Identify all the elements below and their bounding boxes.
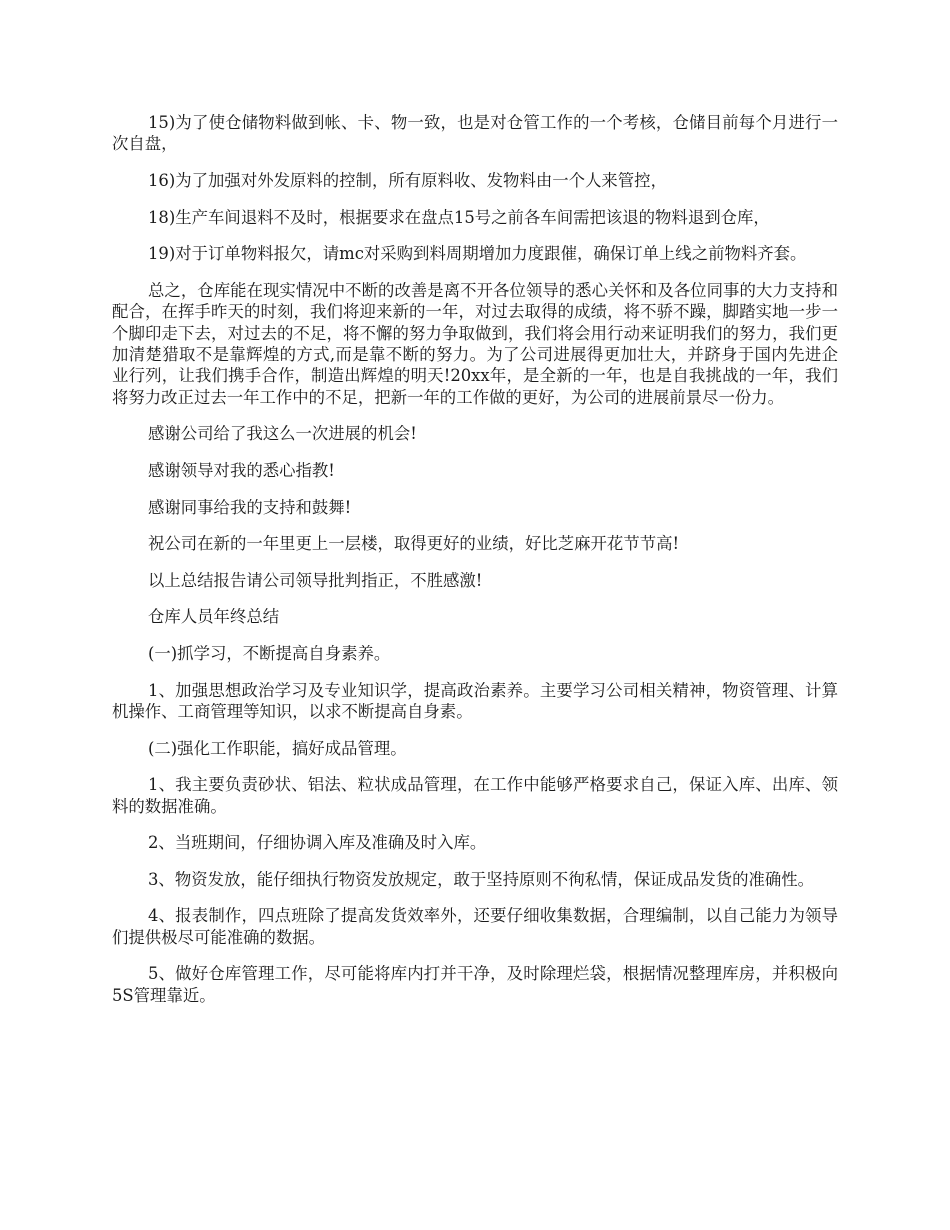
paragraph-duty-item-2: 2、当班期间，仔细协调入库及准确及时入库。 [148, 833, 487, 853]
paragraph-duty-item-1: 1、我主要负责砂状、铝法、粒状成品管理，在工作中能够严格要求自己，保证入库、出库、领料的数据准确。 [112, 775, 838, 816]
paragraph-duty-item-4: 4、报表制作，四点班除了提高发货效率外，还要仔细收集数据，合理编制，以自己能力为领导们提供极尽可能准确的数据。 [112, 906, 838, 947]
paragraph-thanks-leaders: 感谢领导对我的悉心指教! [148, 461, 335, 480]
document-page [112, 112, 838, 1021]
paragraph-conclusion: 总之，仓库能在现实情况中不断的改善是离不开各位领导的悉心关怀和及各位同事的大力支持和配合，在挥手昨天的时刻，我们将迎来新的一年，对过去取得的成绩，将不骄不躁，脚踏实地一步一个脚印走下去，对过去的不足，将不懈的努力争取做到，我们将会用行动来证明我们的努力，我们更加清楚猎取不是靠辉煌的方式,而是靠不断的努力。为了公司进展得更加壮大，并跻身于国内先进企业行列，让我们携手合作，制造出辉煌的明天!20xx年，是全新的一年，也是自我挑战的一年，我们将努力改正过去一年工作中的不足，把新一年的工作做的更好，为公司的进展前景尽一份力。 [112, 280, 838, 407]
paragraph-wishes: 祝公司在新的一年里更上一层楼，取得更好的业绩，好比芝麻开花节节高! [148, 534, 680, 554]
section-heading-study: (一)抓学习，不断提高自身素养。 [148, 643, 391, 663]
paragraph-duty-item-5: 5、做好仓库管理工作，尽可能将库内打并干净，及时除理烂袋，根据情况整理库房，并积极向5S管理靠近。 [112, 964, 838, 1005]
paragraph-item-16: 16)为了加强对外发原料的控制，所有原料收、发物料由一个人来管控， [148, 171, 667, 190]
paragraph-closing: 以上总结报告请公司领导批判指正，不胜感激! [148, 570, 483, 590]
paragraph-item-18: 18)生产车间退料不及时，根据要求在盘点15号之前各车间需把该退的物料退到仓库， [148, 207, 770, 227]
section-title: 仓库人员年终总结 [148, 607, 280, 627]
paragraph-item-19: 19)对于订单物料报欠，请mc对采购到料周期增加力度跟催，确保订单上线之前物料齐套。 [148, 244, 807, 264]
paragraph-study-item-1: 1、加强思想政治学习及专业知识学，提高政治素养。主要学习公司相关精神，物资管理、计算机操作、工商管理等知识，以求不断提高自身素。 [112, 680, 838, 721]
paragraph-thanks-company: 感谢公司给了我这么一次进展的机会! [148, 424, 417, 444]
paragraph-thanks-colleagues: 感谢同事给我的支持和鼓舞! [148, 497, 352, 517]
section-heading-duties: (二)强化工作职能，搞好成品管理。 [148, 738, 407, 758]
paragraph-item-15: 15)为了使仓储物料做到帐、卡、物一致，也是对仓管工作的一个考核，仓储目前每个月进行一次自盘， [112, 113, 838, 154]
paragraph-duty-item-3: 3、物资发放，能仔细执行物资发放规定，敢于坚持原则不徇私情，保证成品发货的准确性。 [148, 869, 815, 889]
